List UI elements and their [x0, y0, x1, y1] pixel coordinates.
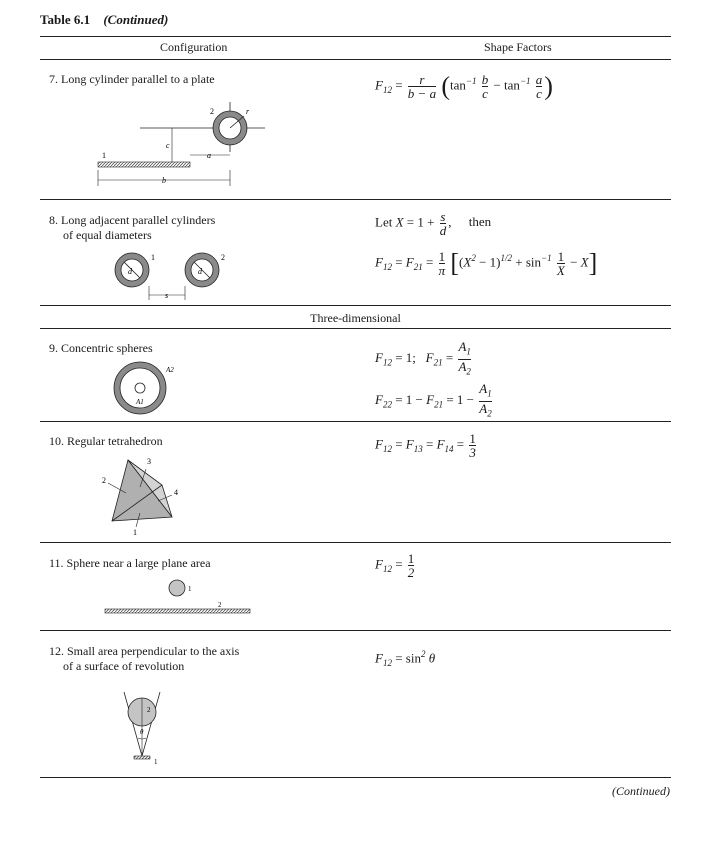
header-bottom-rule [40, 59, 671, 60]
row-8-then-word: then [468, 214, 492, 230]
row-8-formula: $F_{12} = F_{21}$ = $\frac{1}{\pi}$ [$(X^2 - 1)^{1/2} + \sin^{-1}$ $\frac{1}{X}$ − X] [375, 248, 598, 278]
row-9-formula-1: $F_{12} = 1$; $F_{21}$ = $\frac{A_1}{A_2}$ [375, 339, 471, 377]
row-10-diagram [100, 455, 190, 535]
row-12-rule [40, 777, 671, 778]
row-7-label-r: r [246, 107, 250, 116]
row-8-diagram [100, 248, 260, 303]
section-rule [40, 328, 671, 329]
row-8-label-surface-2: 2 [221, 253, 225, 262]
row-9-diagram [110, 358, 180, 418]
row-8-config [49, 213, 215, 243]
row-7-label-a: a [207, 151, 211, 160]
table-label: Table 6.1 [40, 12, 91, 27]
row-10-label-2: 2 [102, 476, 106, 485]
row-8-let-word: Let [375, 214, 393, 230]
row-9-config: 9. Concentric spheres [49, 341, 153, 355]
table-caption [40, 12, 168, 28]
row-12-config [49, 644, 239, 674]
row-12-label-surface-1: 1 [154, 758, 158, 766]
row-12-label-theta: θ [140, 728, 144, 736]
row-10-label-1: 1 [133, 528, 137, 537]
row-8-label-d-left: d [128, 267, 132, 276]
row-10-label-4: 4 [174, 488, 178, 497]
column-header-shape-factors: Shape Factors [484, 40, 552, 54]
row-7-config: 7. Long cylinder parallel to a plate [49, 72, 215, 86]
row-11-config: 11. Sphere near a large plane area [49, 556, 211, 570]
row-11-label-surface-2: 2 [218, 601, 222, 609]
row-11-label-surface-1: 1 [188, 585, 192, 593]
row-8-config-line-1: 8. Long adjacent parallel cylinders [49, 213, 216, 227]
row-8-formula-let: Let X = 1 + $\frac{s}{d}$ , then [375, 209, 492, 238]
row-7-label-surface-2: 2 [210, 107, 214, 116]
row-9-label-A2: A2 [166, 366, 174, 374]
row-11-formula: $F_{12}$ = $\frac{1}{2}$ [375, 551, 415, 580]
row-7-label-b: b [162, 176, 166, 185]
row-11-rule [40, 630, 671, 631]
row-8-rule [40, 305, 671, 306]
row-12-formula: $F_{12} = \sin^2 \theta$ [375, 649, 436, 668]
row-7-formula: $F_{12}$ = $\frac{r}{b - a}$ ($\tan^{-1}$ $\frac{b}{c}$ − $\tan^{-1}$ $\frac{a}{c}$ ) [375, 71, 553, 101]
row-12-diagram [118, 690, 178, 770]
table-continued-label: (Continued) [103, 12, 169, 27]
row-10-label-3: 3 [147, 457, 151, 466]
row-9-formula-2: $F_{22} = 1 - F_{21} = 1$ − $\frac{A_1}{A_2}$ [375, 381, 492, 419]
section-three-dimensional: Three-dimensional [310, 311, 401, 325]
row-9-rule [40, 421, 671, 422]
row-10-formula: $F_{12} = F_{13} = F_{14}$ = $\frac{1}{3}$ [375, 431, 476, 460]
row-9-label-A1: A1 [136, 398, 144, 406]
row-8-label-surface-1: 1 [151, 253, 155, 262]
header-top-rule [40, 36, 671, 37]
row-8-label-s: s [165, 291, 169, 300]
row-12-config-line-1: 12. Small area perpendicular to the axis [49, 644, 240, 658]
row-8-label-d-right: d [198, 267, 202, 276]
row-11-diagram [100, 576, 260, 621]
row-7-label-surface-1: 1 [102, 151, 106, 160]
column-header-configuration: Configuration [160, 40, 228, 54]
row-12-label-surface-2: 2 [147, 706, 151, 714]
row-7-rule [40, 199, 671, 200]
row-7-diagram [90, 100, 290, 190]
row-8-config-line-2: of equal diameters [63, 228, 152, 242]
footer-continued: (Continued) [612, 784, 670, 798]
row-7-label-c: c [166, 141, 170, 150]
row-10-rule [40, 542, 671, 543]
row-12-config-line-2: of a surface of revolution [63, 659, 185, 673]
row-10-config: 10. Regular tetrahedron [49, 434, 163, 448]
